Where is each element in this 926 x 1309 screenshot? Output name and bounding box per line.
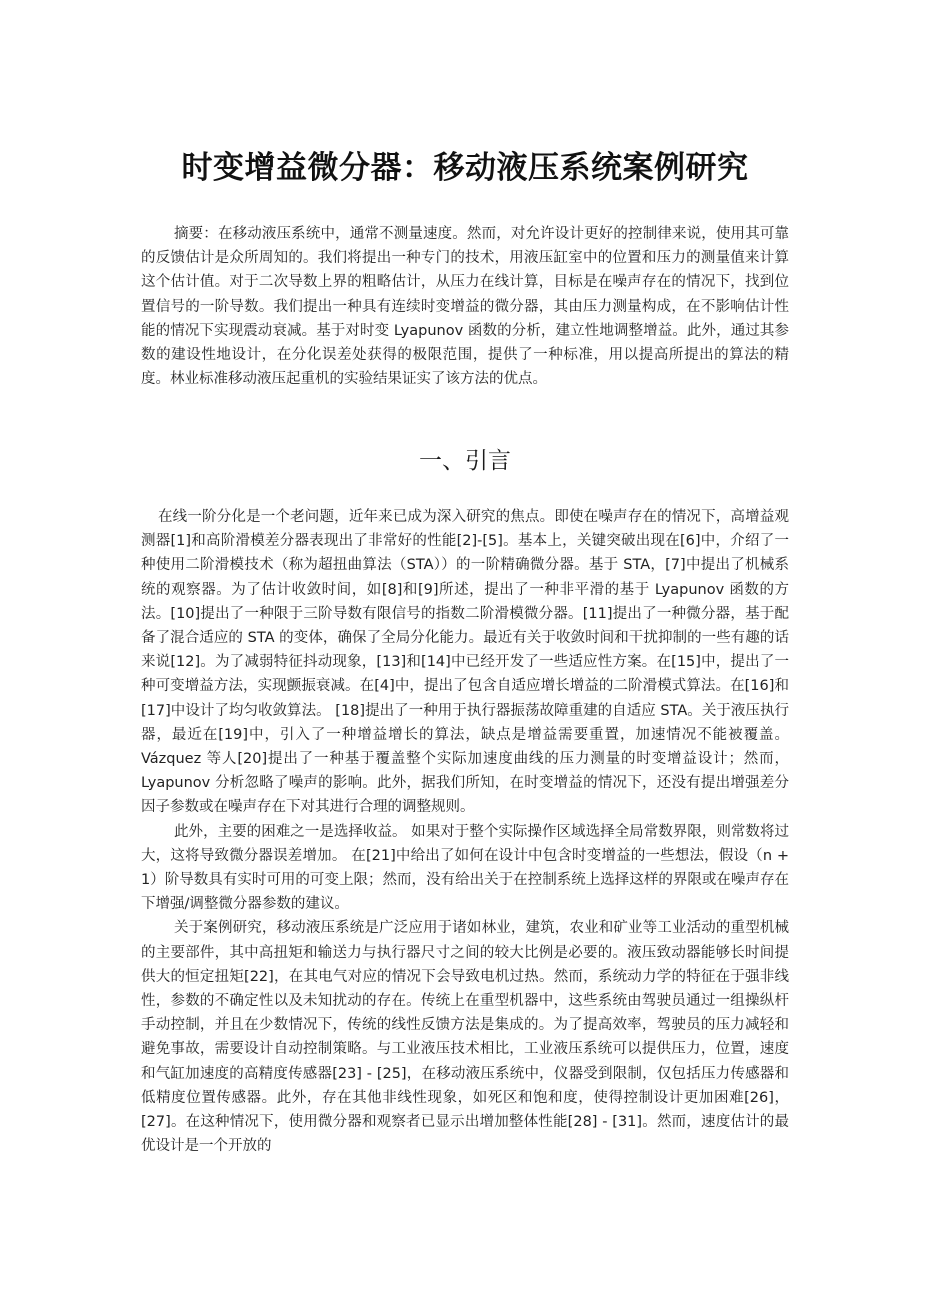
paper-title: 时变增益微分器：移动液压系统案例研究 bbox=[181, 150, 749, 186]
body-paragraph-3: 关于案例研究，移动液压系统是广泛应用于诸如林业，建筑，农业和矿业等工业活动的重型机械的主要部件，其中高扭矩和输送力与执行器尺寸之间的较大比例是必要的。液压致动器能够长时间提供大的恒定扭矩[22]，在其电气对应的情况下会导致电机过热。然而，系统动力学的特征在于强非线性，参数的不确定性以及未知扰动的存在。传统上在重型机器中，这些系统由驾驶员通过一组操纵杆手动控制，并且在少数情况下，传统的线性反馈方法是集成的。为了提高效率，驾驶员的压力减轻和避免事故，需要设计自动控制策略。与工业液压技术相比，工业液压系统可以提供压力，位置，速度和气缸加速度的高精度传感器[23] - [25]，在移动液压系统中，仪器受到限制，仅包括压力传感器和低精度位置传感器。此外，存在其他非线性现象，如死区和饱和度，使得控制设计更加困难[26]，[27]。在这种情况下，使用微分器和观察者已显示出增加整体性能[28] - [31]。然而，速度估计的最优设计是一个开放的 bbox=[141, 920, 789, 1155]
body-paragraph-2: 此外，主要的困难之一是选择收益。 如果对于整个实际操作区域选择全局常数界限，则常数将过大，这将导致微分器误差增加。 在[21]中给出了如何在设计中包含时变增益的一些想法，假设（n + 1）阶导数具有实时可用的可变上限；然而，没有给出关于在控制系统上选择这样的界限或在噪声存在下增强/调整微分器参数的建议。 bbox=[141, 823, 789, 913]
introduction-body bbox=[141, 505, 789, 1158]
section-heading-introduction: 一、引言 bbox=[419, 448, 511, 474]
body-paragraph-1: 在线一阶分化是一个老问题，近年来已成为深入研究的焦点。即使在噪声存在的情况下，高增益观测器[1]和高阶滑模差分器表现出了非常好的性能[2]-[5]。基本上，关键突破出现在[6]中，介绍了一种使用二阶滑模技术（称为超扭曲算法（STA））的一阶精确微分器。基于 STA，[7]中提出了机械系统的观察器。为了估计收敛时间，如[8]和[9]所述，提出了一种非平滑的基于 Lyapunov 函数的方法。[10]提出了一种限于三阶导数有限信号的指数二阶滑模微分器。[11]提出了一种微分器，基于配备了混合适应的 STA 的变体，确保了全局分化能力。最近有关于收敛时间和干扰抑制的一些有趣的话来说[12]。为了减弱特征抖动现象，[13]和[14]中已经开发了一些适应性方案。在[15]中，提出了一种可变增益方法，实现颤振衰减。在[4]中，提出了包含自适应增长增益的二阶滑模式算法。在[16]和[17]中设计了均匀收敛算法。 [18]提出了一种用于执行器振荡故障重建的自适应 STA。关于液压执行器，最近在[19]中，引入了一种增益增长的算法，缺点是增益需要重置，加速情况不能被覆盖。Vázquez 等人[20]提出了一种基于覆盖整个实际加速度曲线的压力测量的时变增益设计；然而，Lyapunov 分析忽略了噪声的影响。此外，据我们所知，在时变增益的情况下，还没有提出增强差分因子参数或在噪声存在下对其进行合理的调整规则。 bbox=[141, 509, 789, 816]
abstract-paragraph: 摘要：在移动液压系统中，通常不测量速度。然而，对允许设计更好的控制律来说，使用其可靠的反馈估计是众所周知的。我们将提出一种专门的技术，用液压缸室中的位置和压力的测量值来计算这个估计值。对于二次导数上界的粗略估计，从压力在线计算，目标是在噪声存在的情况下，找到位置信号的一阶导数。我们提出一种具有连续时变增益的微分器，其由压力测量构成，在不影响估计性能的情况下实现震动衰减。基于对时变 Lyapunov 函数的分析，建立性地调整增益。此外，通过其参数的建设性地设计，在分化误差处获得的极限范围，提供了一种标准，用以提高所提出的算法的精度。林业标准移动液压起重机的实验结果证实了该方法的优点。 bbox=[141, 226, 789, 388]
